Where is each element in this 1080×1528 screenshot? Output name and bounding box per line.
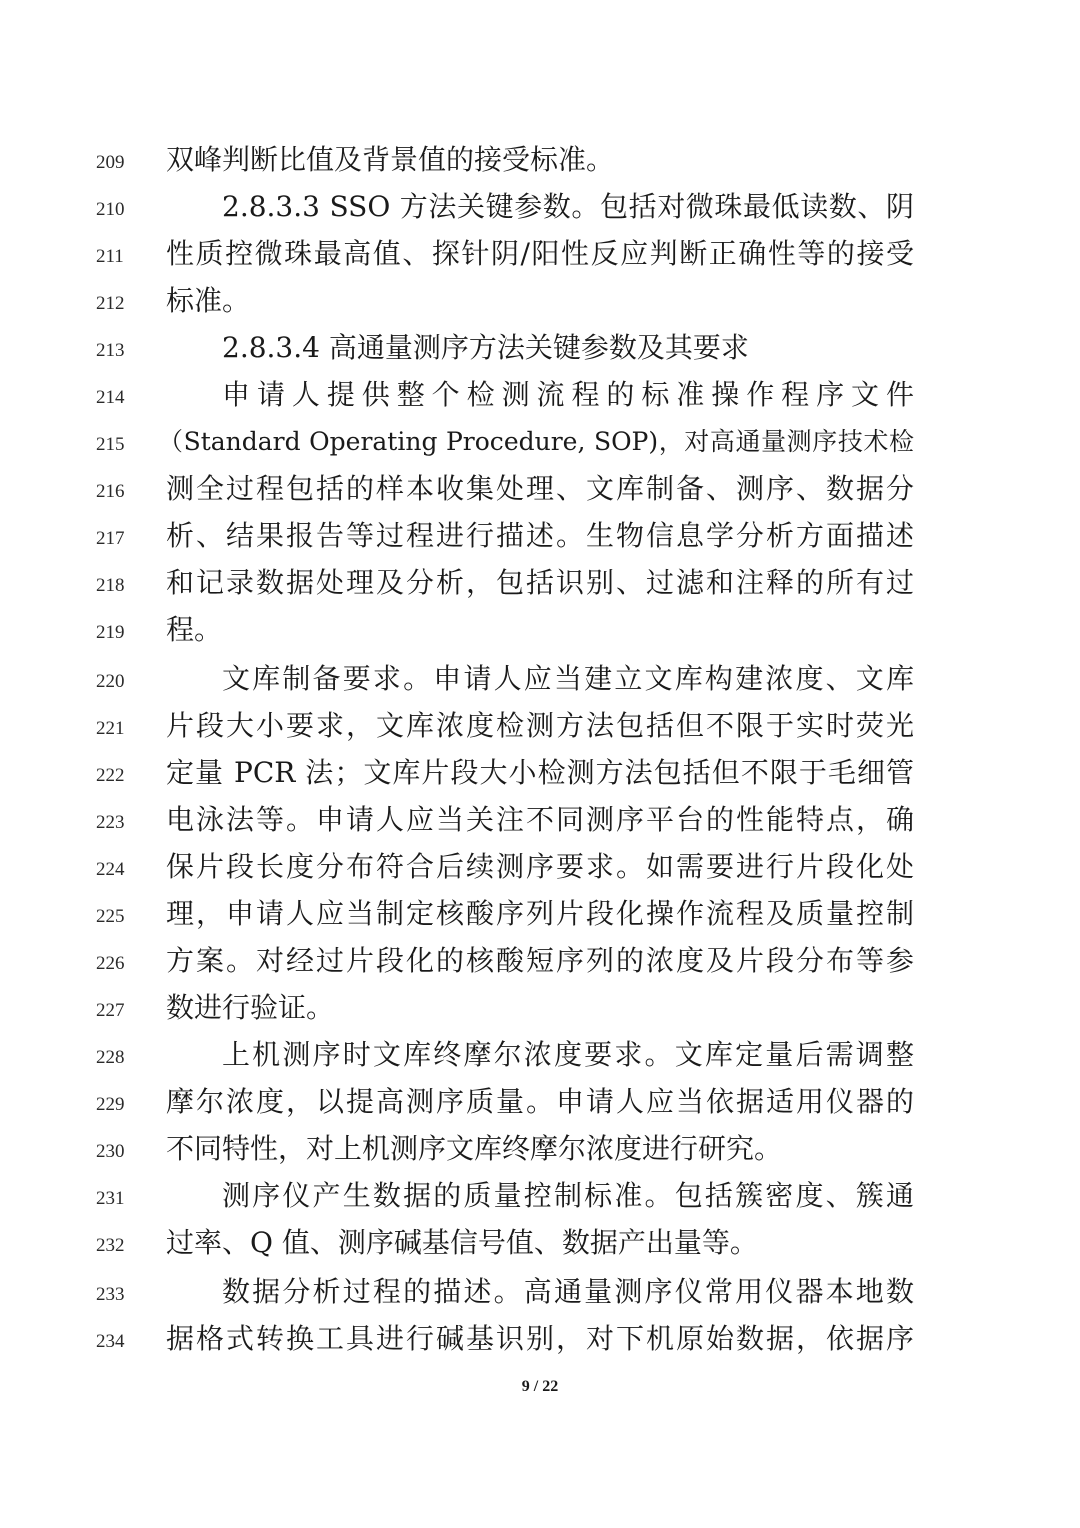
line-number: 222 (96, 765, 125, 786)
line-text: 测序仪产生数据的质量控制标准。包括簇密度、簇通 (222, 1179, 914, 1212)
page-number-footer: 9 / 22 (521, 1378, 559, 1395)
line-number: 234 (96, 1331, 125, 1352)
line-210 (0, 187, 1080, 234)
line-text: 标准。 (166, 284, 251, 317)
line-text: 方案。对经过片段化的核酸短序列的浓度及片段分布等参 (166, 944, 914, 977)
line-220 (0, 659, 1080, 706)
line-number: 221 (96, 718, 125, 739)
line-number: 218 (96, 575, 125, 596)
line-212 (0, 281, 1080, 328)
line-223 (0, 800, 1080, 847)
line-number: 211 (96, 246, 124, 267)
line-number: 231 (96, 1188, 125, 1209)
line-227 (0, 988, 1080, 1035)
line-number: 217 (96, 528, 125, 549)
line-text: 2.8.3.4 高通量测序方法关键参数及其要求 (222, 331, 749, 364)
line-number: 220 (96, 671, 125, 692)
line-number: 226 (96, 953, 125, 974)
line-text: 摩尔浓度，以提高测序质量。申请人应当依据适用仪器的 (166, 1085, 914, 1118)
line-text: 理，申请人应当制定核酸序列片段化操作流程及质量控制 (166, 897, 914, 930)
line-number: 230 (96, 1141, 125, 1162)
line-number: 209 (96, 152, 125, 173)
line-text: 2.8.3.3 SSO 方法关键参数。包括对微珠最低读数、阴 (222, 190, 914, 223)
line-232 (0, 1223, 1080, 1270)
line-text: 文库制备要求。申请人应当建立文库构建浓度、文库 (222, 662, 914, 695)
line-text: 据格式转换工具进行碱基识别，对下机原始数据，依据序 (166, 1322, 914, 1355)
line-text: 测全过程包括的样本收集处理、文库制备、测序、数据分 (166, 472, 914, 505)
line-text: 不同特性，对上机测序文库终摩尔浓度进行研究。 (166, 1132, 783, 1165)
line-213 (0, 328, 1080, 375)
line-number: 212 (96, 293, 125, 314)
line-217 (0, 516, 1080, 563)
line-number: 213 (96, 340, 125, 361)
line-number: 229 (96, 1094, 125, 1115)
line-text: 双峰判断比值及背景值的接受标准。 (166, 143, 615, 176)
line-text: 申请人提供整个检测流程的标准操作程序文件 (222, 378, 914, 411)
line-number: 224 (96, 859, 125, 880)
line-229 (0, 1082, 1080, 1129)
line-number: 232 (96, 1235, 125, 1256)
line-text: 保片段长度分布符合后续测序要求。如需要进行片段化处 (166, 850, 914, 883)
line-text: 电泳法等。申请人应当关注不同测序平台的性能特点，确 (166, 803, 914, 836)
line-215 (0, 422, 1080, 469)
line-text: 片段大小要求，文库浓度检测方法包括但不限于实时荧光 (166, 709, 914, 742)
line-219 (0, 610, 1080, 657)
line-211 (0, 234, 1080, 281)
line-222 (0, 753, 1080, 800)
line-234 (0, 1319, 1080, 1366)
line-text: 上机测序时文库终摩尔浓度要求。文库定量后需调整 (222, 1038, 914, 1071)
line-number: 225 (96, 906, 125, 927)
line-text: （Standard Operating Procedure, SOP)，对高通量测序技术检 (158, 427, 914, 456)
line-number: 228 (96, 1047, 125, 1068)
line-228 (0, 1035, 1080, 1082)
line-number: 214 (96, 387, 125, 408)
line-231 (0, 1176, 1080, 1223)
line-text: 定量 PCR 法；文库片段大小检测方法包括但不限于毛细管 (166, 756, 914, 789)
line-text: 析、结果报告等过程进行描述。生物信息学分析方面描述 (166, 519, 914, 552)
line-218 (0, 563, 1080, 610)
line-number: 215 (96, 434, 125, 455)
line-number: 210 (96, 199, 125, 220)
line-226 (0, 941, 1080, 988)
line-225 (0, 894, 1080, 941)
line-text: 数据分析过程的描述。高通量测序仪常用仪器本地数 (222, 1275, 914, 1308)
line-text: 过率、Q 值、测序碱基信号值、数据产出量等。 (166, 1226, 758, 1259)
line-233 (0, 1272, 1080, 1319)
line-221 (0, 706, 1080, 753)
line-216 (0, 469, 1080, 516)
line-230 (0, 1129, 1080, 1176)
line-text: 数进行验证。 (166, 991, 335, 1024)
line-number: 223 (96, 812, 125, 833)
line-text: 性质控微珠最高值、探针阴/阳性反应判断正确性等的接受 (166, 237, 914, 270)
line-number: 233 (96, 1284, 125, 1305)
line-214 (0, 375, 1080, 422)
line-text: 程。 (166, 613, 223, 646)
line-number: 216 (96, 481, 125, 502)
line-number: 227 (96, 1000, 125, 1021)
line-209 (0, 140, 1080, 187)
line-number: 219 (96, 622, 125, 643)
line-224 (0, 847, 1080, 894)
line-text: 和记录数据处理及分析，包括识别、过滤和注释的所有过 (166, 566, 914, 599)
